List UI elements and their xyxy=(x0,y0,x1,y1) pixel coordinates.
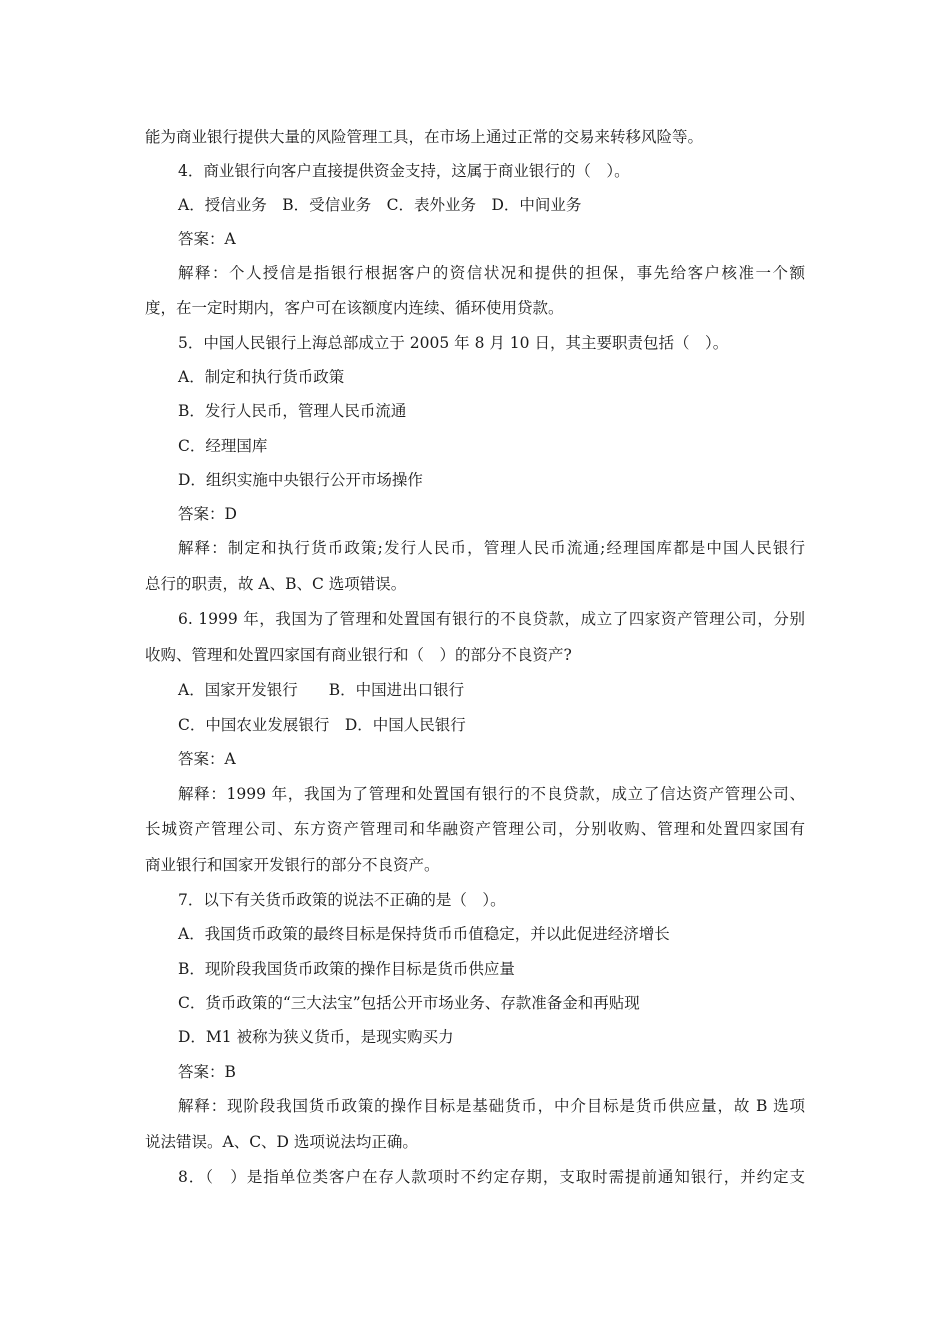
text-line: 能为商业银行提供大量的风险管理工具，在市场上通过正常的交易来转移风险等。 xyxy=(145,128,704,146)
text-line: 说法错误。A、C、D 选项说法均正确。 xyxy=(145,1133,418,1151)
option-5a: A．制定和执行货币政策 xyxy=(178,368,345,386)
question-7: 7．以下有关货币政策的说法不正确的是（ ）。 xyxy=(178,891,506,909)
options-4: A．授信业务 B．受信业务 C．表外业务 D．中间业务 xyxy=(178,196,582,214)
options-6-row1: A．国家开发银行 B．中国进出口银行 xyxy=(178,681,465,699)
explanation-4: 解释：个人授信是指银行根据客户的资信状况和提供的担保，事先给客户核准一个额 xyxy=(178,264,805,282)
answer-6: 答案：A xyxy=(178,750,236,768)
explanation-5: 解释：制定和执行货币政策;发行人民币，管理人民币流通;经理国库都是中国人民银行 xyxy=(178,539,805,557)
explanation-6: 解释：1999 年，我国为了管理和处置国有银行的不良贷款，成立了信达资产管理公司、 xyxy=(178,785,805,803)
text-line: 度，在一定时期内，客户可在该额度内连续、循环使用贷款。 xyxy=(145,299,564,317)
option-7d: D．M1 被称为狭义货币，是现实购买力 xyxy=(178,1028,454,1046)
text-line: 长城资产管理公司、东方资产管理司和华融资产管理公司，分别收购、管理和处置四家国有 xyxy=(145,820,805,838)
option-7c: C．货币政策的“三大法宝”包括公开市场业务、存款准备金和再贴现 xyxy=(178,994,640,1012)
answer-5: 答案：D xyxy=(178,505,237,523)
answer-4: 答案：A xyxy=(178,230,236,248)
question-4: 4．商业银行向客户直接提供资金支持，这属于商业银行的（ ）。 xyxy=(178,162,630,180)
question-8: 8．（ ）是指单位类客户在存人款项时不约定存期，支取时需提前通知银行，并约定支 xyxy=(178,1168,805,1186)
option-7a: A．我国货币政策的最终目标是保持货币币值稳定，并以此促进经济增长 xyxy=(178,925,670,943)
text-line: 总行的职责，故 A、B、C 选项错误。 xyxy=(145,575,407,593)
options-6-row2: C．中国农业发展银行 D．中国人民银行 xyxy=(178,716,466,734)
option-5d: D．组织实施中央银行公开市场操作 xyxy=(178,471,423,489)
text-line: 商业银行和国家开发银行的部分不良资产。 xyxy=(145,856,440,874)
explanation-7: 解释：现阶段我国货币政策的操作目标是基础货币，中介目标是货币供应量，故 B 选项 xyxy=(178,1097,805,1115)
option-5c: C．经理国库 xyxy=(178,437,268,455)
text-line: 收购、管理和处置四家国有商业银行和（ ）的部分不良资产? xyxy=(145,646,572,664)
question-6: 6. 1999 年，我国为了管理和处置国有银行的不良贷款，成立了四家资产管理公司，分别 xyxy=(178,610,805,628)
option-7b: B．现阶段我国货币政策的操作目标是货币供应量 xyxy=(178,960,515,978)
option-5b: B．发行人民币，管理人民币流通 xyxy=(178,402,407,420)
answer-7: 答案：B xyxy=(178,1063,236,1081)
question-5: 5．中国人民银行上海总部成立于 2005 年 8 月 10 日，其主要职责包括（ ）。 xyxy=(178,334,729,352)
